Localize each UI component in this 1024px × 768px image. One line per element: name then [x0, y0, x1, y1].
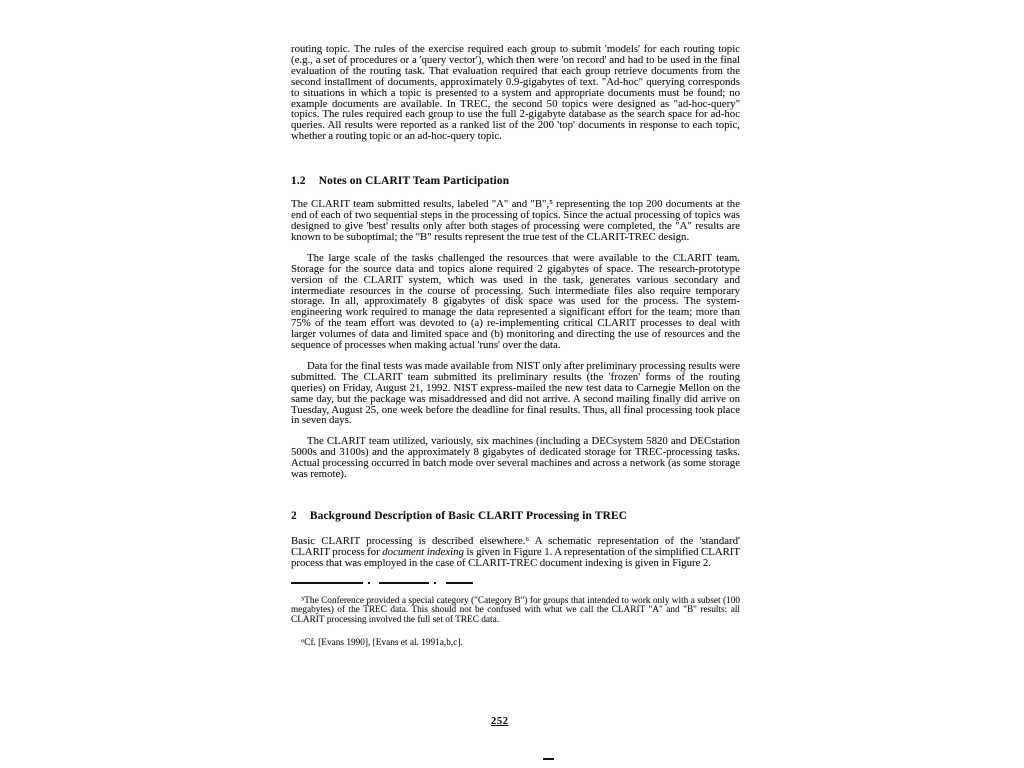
section-number: 1.2 — [291, 175, 306, 188]
text-column — [291, 44, 740, 649]
section-number: 2 — [291, 510, 297, 522]
section-title: Notes on CLARIT Team Participation — [318, 175, 510, 188]
italic-phrase: document indexing — [382, 545, 464, 558]
body-paragraph-large-scale: The large scale of the tasks challenged the resources that were available to the CLARIT team. Storage for the source data and topics alone required 2 gigabytes of space. The research-prototype version of the CLARIT system, which was used in the task, generates various secondary and intermediate resources in the course of processing. Such intermediate files also require temporary storage. In all, approximately 8 gigabytes of disk space was used for the process. The system-engineering work required to manage the data represented a significant effort for the team; more than 75% of the team effort was devoted to (a) re-implementing critical CLARIT processes to deal with larger volumes of data and limited space and (b) monitoring and directing the use of resources and the sequence of processes when making actual 'runs' over the data. — [291, 251, 740, 352]
paragraph-text: is given in Figure 1. A representation of the simplified CLARIT process that was employed in the case of CLARIT-TREC document indexing is given in Figure 2. — [291, 545, 740, 569]
page-number: 252 — [491, 716, 509, 727]
paragraph-text: Basic CLARIT processing is described elsewhere.⁶ A schematic representation of the 'standard' CLARIT process for — [291, 535, 740, 558]
body-paragraph-routing-topic: routing topic. The rules of the exercise required each group to submit 'models' for each routing topic (e.g., a set of procedures or a 'query vector'), which then were 'on record' and had to be used in the final evaluation of the routing task. That evaluation required that each group retrieve documents from the second installment of documents, approximately 0.9-gigabytes of text. "Ad-hoc" querying corresponds to situations in which a topic is presented to a system and appropriate documents must be found; no example documents are available. In TREC, the second 50 topics were designed as "ad-hoc-query" topics. The rules required each group to use the full 2-gigabyte database as the search space for ad-hoc queries. All results were reported as a ranked list of the 200 'top' documents in response to each topic, whether a routing topic or an ad-hoc-query topic. — [291, 43, 740, 143]
rule-segment — [291, 582, 363, 584]
rule-segment — [379, 582, 429, 584]
body-paragraph-six-machines: The CLARIT team utilized, variously, six machines (including a DECsystem 5820 and DECstation 5000s and 3100s) and the approximately 8 gigabytes of dedicated storage for TREC-processing tasks. Actual processing occurred in batch mode over several machines and across a network (as some storage was remote). — [291, 435, 740, 481]
body-paragraph-final-tests: Data for the final tests was made available from NIST only after preliminary processing results were submitted. The CLARIT team submitted its preliminary results (the 'frozen' forms of the routing queries) on Friday, August 21, 1992. NIST express-mailed the new test data to Carnegie Mellon on the same day, but the package was misaddressed and did not arrive. A second mailing finally did arrive on Tuesday, August 25, one week before the deadline for final results. Thus, all final processing took place in seven days. — [291, 359, 740, 427]
rule-dot — [434, 582, 436, 584]
body-paragraph-submitted-results: The CLARIT team submitted results, labeled "A" and "B",⁵ representing the top 200 documents at the end of each of two sequential steps in the processing of topics. Since the actual processing of topics was designed to give 'best' results only after both stages of processing were completed, the "A" results are known to be suboptimal; the "B" results represent the true test of the CLARIT-TREC design. — [291, 198, 740, 243]
section-heading-background-description — [291, 510, 740, 523]
rule-dot — [368, 582, 370, 584]
section-title: Background Description of Basic CLARIT Processing in TREC — [309, 510, 628, 522]
section-heading-notes-on-clarit — [291, 175, 740, 188]
rule-segment — [446, 582, 473, 584]
body-paragraph-basic-processing — [291, 536, 740, 569]
footnote-rule — [291, 582, 740, 584]
scan-artifact-dash — [543, 758, 554, 760]
footnote-evans-references: ⁶Cf. [Evans 1990], [Evans et al. 1991a,b,c]. — [301, 637, 463, 648]
footnote-category-b: ⁵The Conference provided a special category ("Category B") for groups that intended to work only with a subset (100 megabytes) of the TREC data. This should not be confused with what we call the CLARIT "A" and "B" results: all CLARIT processing involved the full set of TREC data. — [291, 595, 740, 626]
